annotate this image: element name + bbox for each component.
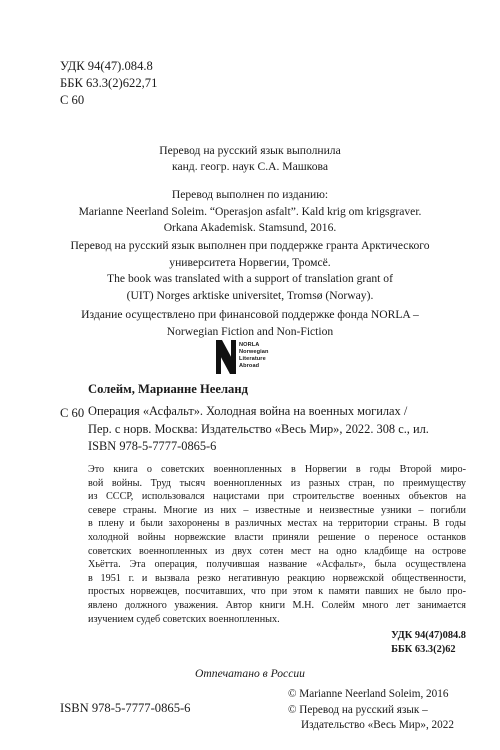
source-edition [0,187,500,237]
catalog-title-line-2: Пер. с норв. Москва: Издательство «Весь Мир», 2022. 308 с., ил. [88,422,429,436]
catalog-author: Солейм, Марианне Нееланд [88,382,248,396]
bbk-code: ББК 63.3(2)622,71 [60,76,158,90]
annotation-line: холодной войны норвежские власти приняли решение о переносе останков [88,531,466,543]
copyright-line-2: © Перевод на русский язык – [288,703,428,716]
annotation-line: изучением судеб советских военнопленных. [88,613,280,625]
annotation-line: простых норвежцев, посчитавших, что при этом к памяти павших не было про- [88,586,466,598]
grant-line-3: The book was translated with a support of translation grant of [107,272,393,285]
norla-line-2: Norwegian Fiction and Non-Fiction [166,324,334,338]
classification-codes [60,58,157,109]
translator-line-2: канд. геогр. наук С.А. Машкова [172,160,328,173]
catalog-mark: С 60 [60,406,85,420]
udk-code: УДК 94(47).084.8 [60,59,153,73]
annotation-line: советских военнопленных из двух сотен мест на одно кладбище на острове [88,545,466,557]
grant-line-2: университета Норвегии, Тромсё. [169,255,331,269]
annotation-line: явлено должного уважения. Автор книги М.Н. Солейм много лет занимается [88,599,466,611]
annotation-line: в 1951 г. и вызвала резко негативную реакцию норвежской общественности, [88,572,466,584]
copyright-block [288,687,454,734]
logo-word: Norwegian [239,349,269,355]
norla-support-note [0,307,500,340]
source-line-3: Orkana Akademisk. Stamsund, 2016. [163,221,337,234]
copyright-line-3: Издательство «Весь Мир», 2022 [301,719,454,731]
norla-line-1: Издание осуществлено при финансовой поддержке фонда NORLA – [81,308,419,321]
annotation-line: Это книга о советских военнопленных в Норвегии в годы Второй миро- [88,464,466,475]
annotation-line: Хьётта. Эта операция, получившая название «Асфальт», была осуществлена [88,559,466,571]
source-line-2: Marianne Neerland Soleim. “Operasjon asfalt”. Kald krig om krigsgraver. [78,204,422,218]
grant-line-4: (UIT) Norges arktiske universitet, Tromsø (Norway). [126,288,374,302]
printed-in-russia: Отпечатано в России [195,667,305,680]
annotation [88,463,466,626]
annotation-line: в плену и были захоронены в различных местах на территории страны. В годы [88,518,466,530]
bottom-udk: УДК 94(47)084.8 [391,630,466,641]
annotation-line: вой войны. Труд тысяч военнопленных из разных стран, по преимуществу [88,477,466,489]
translator-credit [0,143,500,175]
catalog-title-line-1: Операция «Асфальт». Холодная война на военных могилах / [88,404,408,418]
grant-line-1: Перевод на русский язык выполнен при поддержке гранта Арктического [70,239,430,252]
catalog-isbn: ISBN 978-5-7777-0865-6 [88,439,217,453]
logo-word: Abroad [239,363,260,369]
norla-n-icon [216,340,236,374]
annotation-line: из СССР, использовался нацистами при строительстве военных объектов на [88,491,466,503]
bottom-isbn: ISBN 978-5-7777-0865-6 [60,701,191,715]
author-mark: С 60 [60,93,85,107]
source-line-1: Перевод выполнен по изданию: [171,188,329,201]
norla-logo [216,340,276,374]
annotation-line: севере страны. Многие из них – известные и неизвестные узники – погибли [88,504,466,516]
logo-word: NORLA [239,342,260,348]
translator-line-1: Перевод на русский язык выполнила [159,144,341,157]
grant-note [0,238,500,304]
copyright-line-1: © Marianne Neerland Soleim, 2016 [288,688,449,700]
catalog-title [88,402,462,438]
logo-word: Literature [239,356,266,362]
bottom-bbk: ББК 63.3(2)62 [391,644,456,655]
bottom-classification-codes [391,629,466,657]
norla-logo-words [239,342,269,370]
